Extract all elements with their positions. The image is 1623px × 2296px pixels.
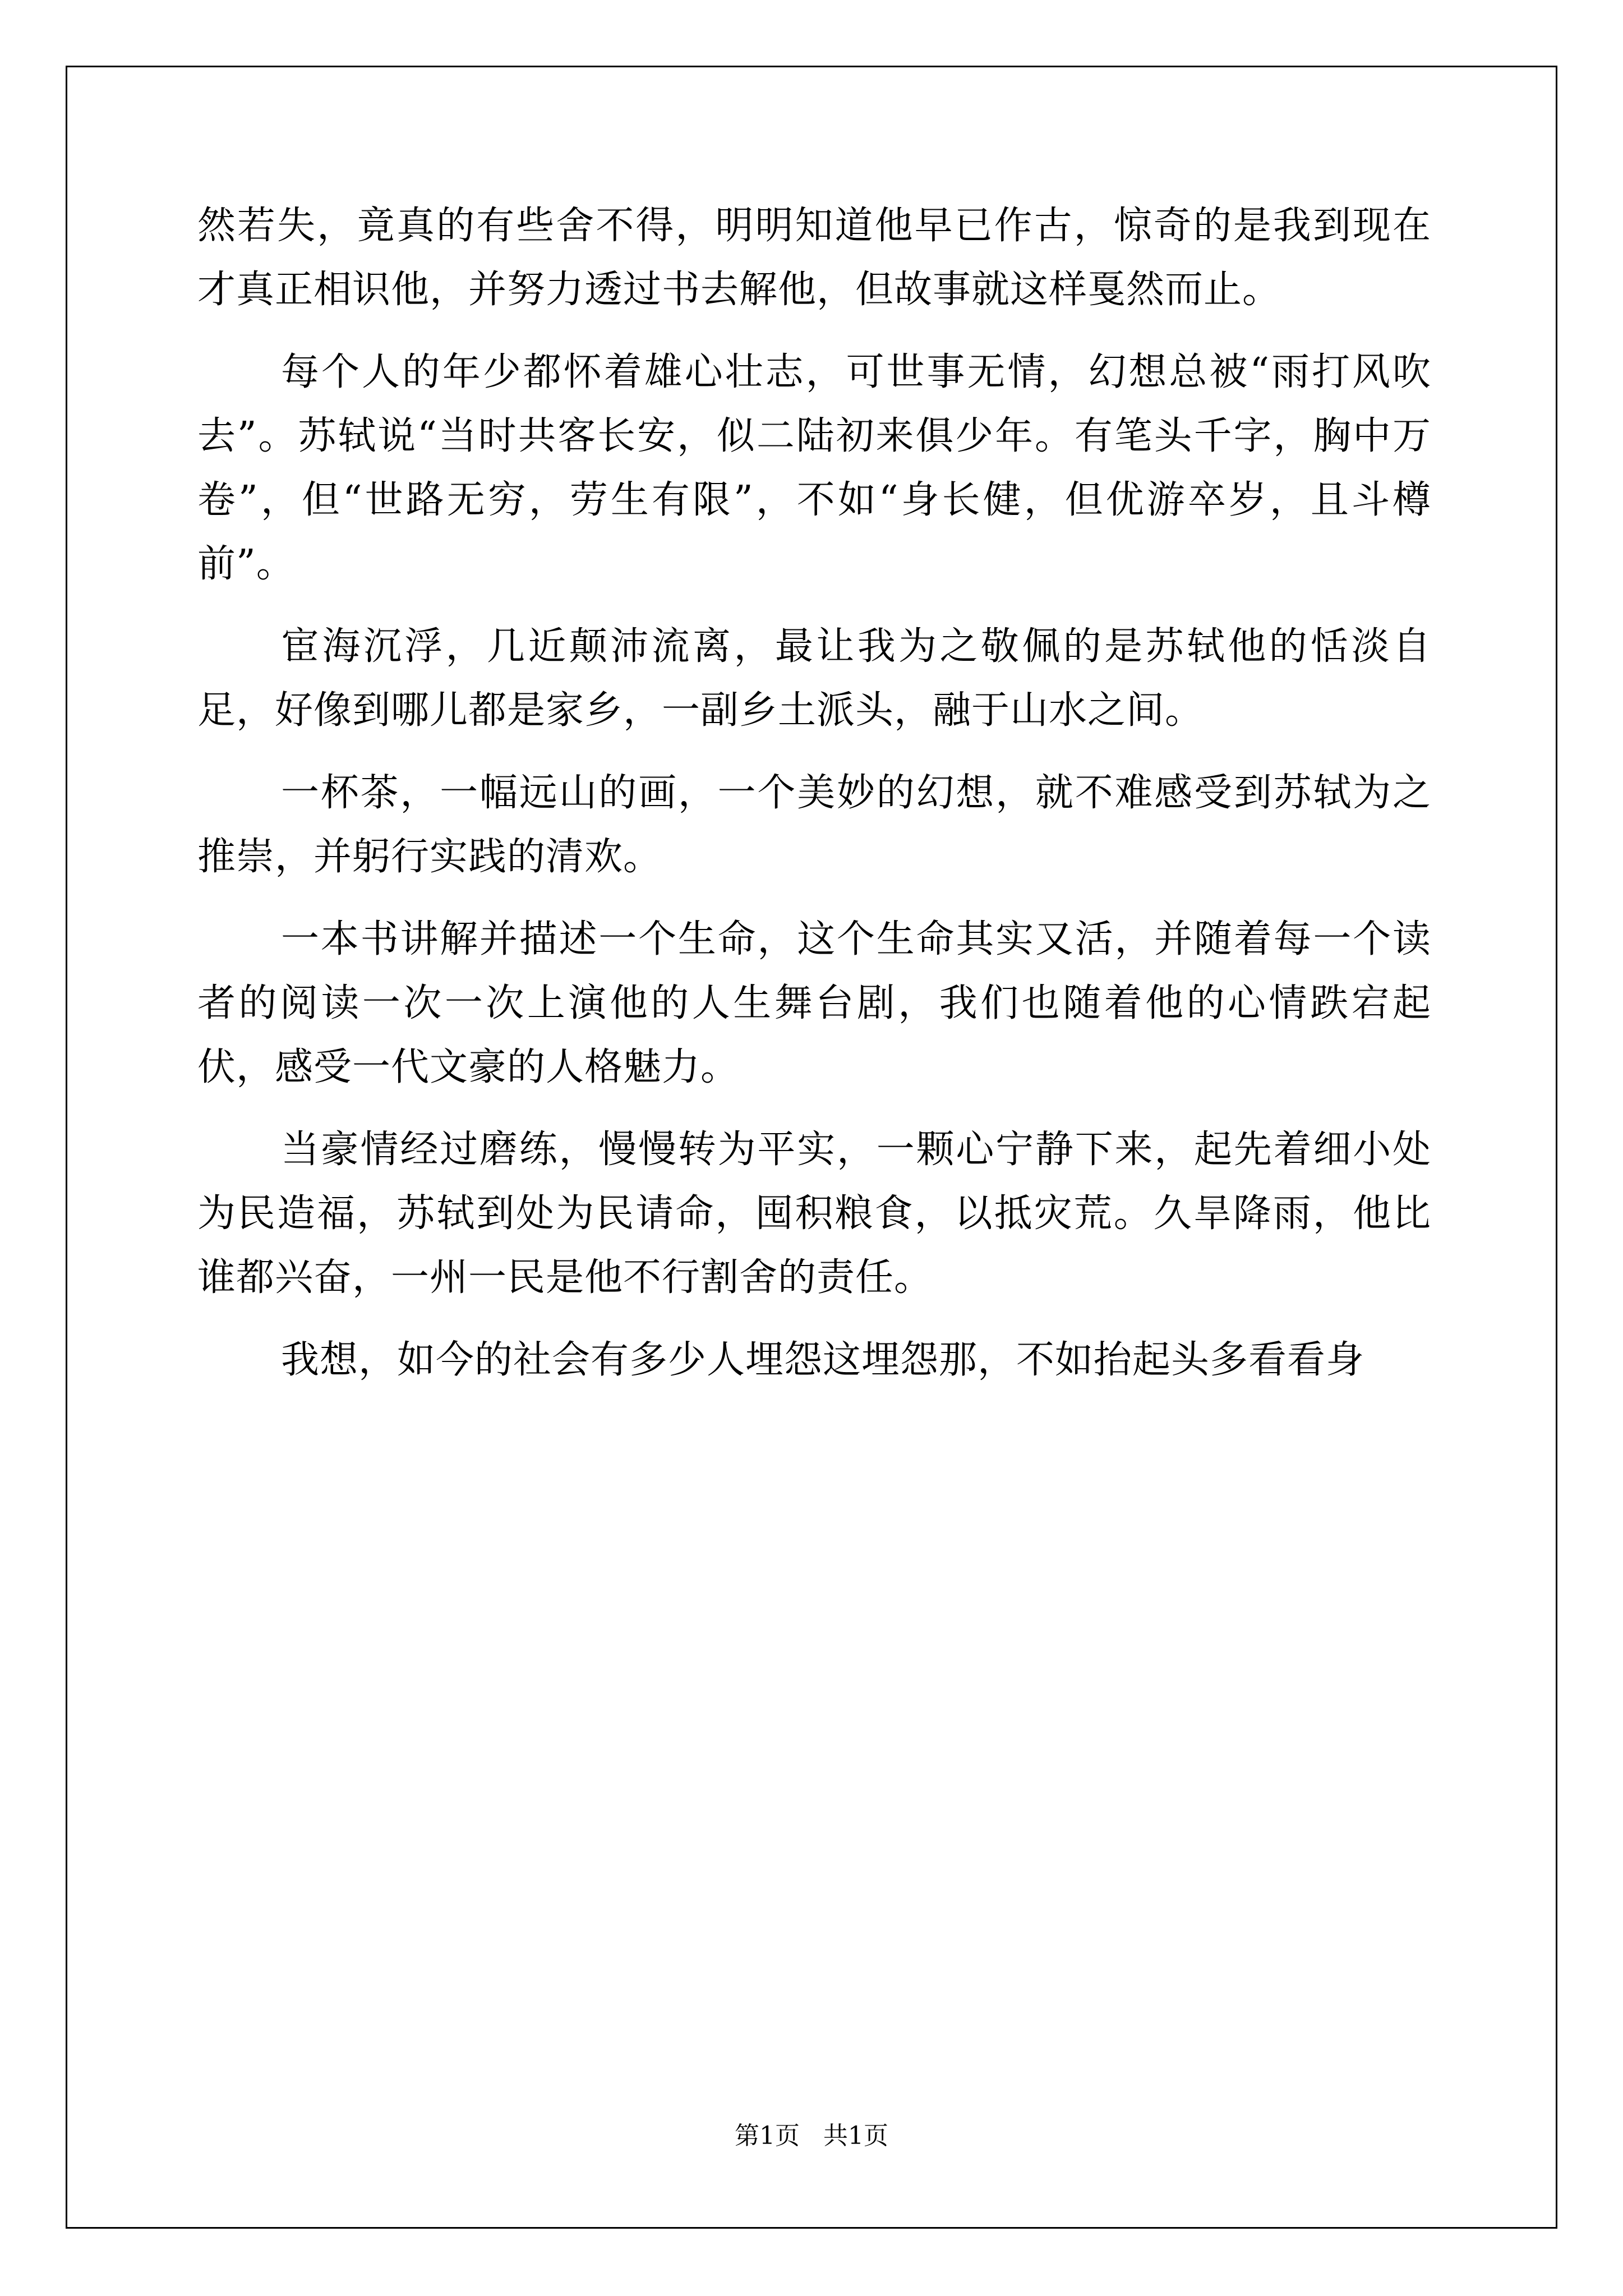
page-number: 第1页 xyxy=(735,2122,800,2150)
paragraph: 我想，如今的社会有多少人埋怨这埋怨那，不如抬起头多看看身 xyxy=(281,1338,1365,1382)
paragraph: 宦海沉浮，几近颠沛流离，最让我为之敬佩的是苏轼他的恬淡自足，好像到哪儿都是家乡，一副乡土派头，融于山水之间。 xyxy=(197,624,1431,733)
paragraph: 当豪情经过磨练，慢慢转为平实，一颗心宁静下来，起先着细小处为民造福，苏轼到处为民请命，囤积粮食，以抵灾荒。久旱降雨，他比谁都兴奋，一州一民是他不行割舍的责任。 xyxy=(197,1128,1431,1300)
paragraph: 一杯茶，一幅远山的画，一个美妙的幻想，就不难感受到苏轼为之推崇，并躬行实践的清欢。 xyxy=(197,771,1431,879)
document-body xyxy=(197,194,1431,1411)
paragraph: 然若失，竟真的有些舍不得，明明知道他早已作古，惊奇的是我到现在才真正相识他，并努力透过书去解他，但故事就这样戛然而止。 xyxy=(197,204,1431,312)
paragraph: 每个人的年少都怀着雄心壮志，可世事无情，幻想总被“雨打风吹去”。苏轼说“当时共客长安，似二陆初来俱少年。有笔头千字，胸中万卷”，但“世路无穷，劳生有限”，不如“身长健，但优游卒岁，且斗樽前”。 xyxy=(197,350,1431,586)
page-total: 共1页 xyxy=(823,2122,888,2150)
page-footer xyxy=(0,2120,1623,2152)
paragraph: 一本书讲解并描述一个生命，这个生命其实又活，并随着每一个读者的阅读一次一次上演他的人生舞台剧，我们也随着他的心情跌宕起伏，感受一代文豪的人格魅力。 xyxy=(197,917,1431,1089)
